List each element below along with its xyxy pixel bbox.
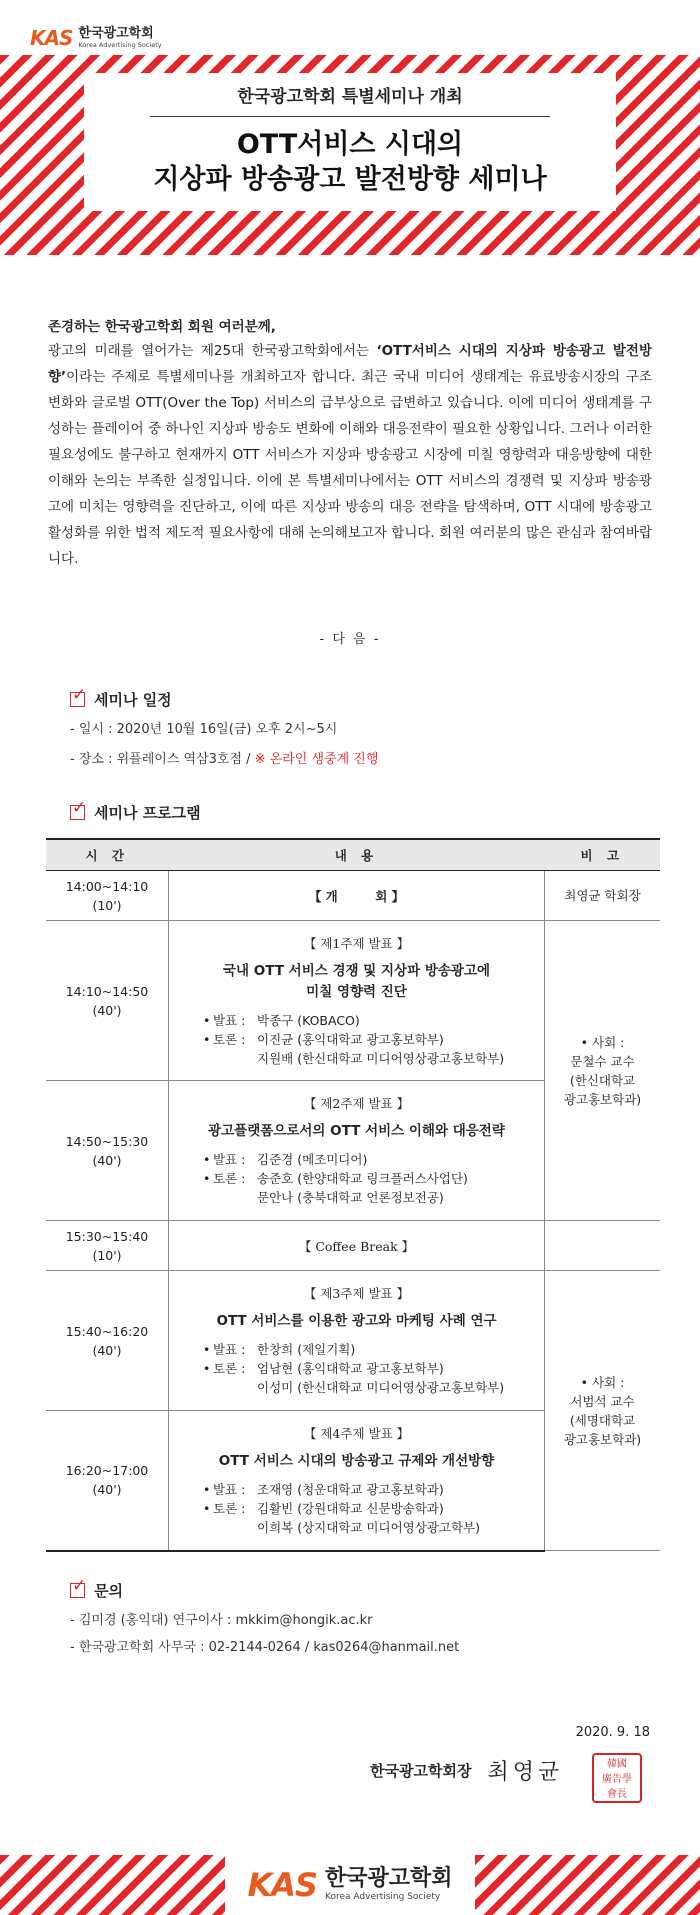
- footer-logo: [225, 1855, 475, 1915]
- moderator-name: 문철수 교수: [570, 1053, 635, 1069]
- time-cell: [46, 1411, 169, 1551]
- note-cell: 최영균 학회장: [545, 871, 661, 921]
- intro-paragraph: [48, 338, 652, 572]
- signer-title: 한국광고학회장: [370, 1762, 472, 1780]
- content-cell: [169, 921, 545, 1081]
- content-cell: [169, 1411, 545, 1551]
- header-title-box: [84, 73, 616, 211]
- duration: (40'): [92, 1002, 122, 1018]
- table-header-row: [46, 839, 660, 871]
- notice-date: 2020. 9. 18: [575, 1725, 650, 1740]
- note-cell: [545, 1221, 661, 1271]
- event-title-line1: OTT서비스 시대의: [236, 129, 464, 160]
- footer-logo-english: Korea Advertising Society: [325, 1892, 441, 1902]
- header-note: 비 고: [545, 839, 661, 871]
- discussant: 문안나 (충북대학교 언론정보전공): [257, 1190, 444, 1205]
- discussant: 엄남현 (홍익대학교 광고홍보학부): [257, 1361, 444, 1376]
- event-title-line2: 지상파 방송광고 발전방향 세미나: [153, 164, 547, 196]
- program-heading: [70, 798, 201, 823]
- moderator-affiliation: 광고홍보학과): [563, 1431, 642, 1447]
- intro-text-rest: 이라는 주제로 특별세미나를 개최하고자 합니다. 최근 국내 미디어 생태계는 유료방송시장의 구조 변화와 글로벌 OTT(Over the Top) 서비스의 급부상으로 급변하고 있습니다. 이에 미디어 생태계를 구성하는 플레이어 중 하나인 지상파 방송도 변화에 이해와 대응전략이 필요한 상황입니다. 그러나 이러한 필요성에도 불구하고 현재까지 OTT 서비스가 지상파 방송광고 시장에 미칠 영향력과 대응방향에 대한 이해와 논의는 부족한 실정입니다. 이에 본 특별세미나에서는 OTT 서비스의 경쟁력 및 지상파 방송광고에 미치는 영향력을 진단하고, 이에 따른 지상파 방송의 대응 전략을 탐색하며, OTT 시대에 방송광고 활성화를 위한 법적 제도적 필요사항에 대해 논의해보고자 합니다. 회원 여러분의 많은 관심과 참여바랍니다.: [48, 369, 652, 567]
- contact-title: 문의: [94, 1582, 123, 1600]
- checkbox-icon: ✓: [72, 1576, 87, 1596]
- presenter: 조재영 (청운대학교 광고홍보학과): [257, 1481, 444, 1497]
- discussant-label: 토론 :: [213, 1171, 246, 1186]
- intro-text-start: 광고의 미래를 열어가는 제25대 한국광고학회에서는: [48, 343, 377, 359]
- speakers: • 발표 : 한창희 (제일기획) • 토론 : 엄남현 (홍익대학교 광고홍보학부) 이성미 (한신대학교 미디어영상광고홍보학부): [203, 1340, 544, 1397]
- session-tag: 【 제1주제 발표 】: [303, 935, 410, 951]
- signature-block: [370, 1755, 563, 1786]
- moderator-affiliation: (세명대학교: [569, 1412, 636, 1428]
- coffee-break-label: 【 Coffee Break 】: [298, 1238, 415, 1254]
- session-topic: OTT 서비스를 이용한 광고와 마케팅 사례 연구: [216, 1313, 497, 1329]
- time-cell: [46, 1271, 169, 1411]
- time-range: 14:10~14:50: [65, 983, 149, 999]
- header-time: 시 간: [46, 839, 169, 871]
- time-range: 15:40~16:20: [65, 1323, 149, 1339]
- footer-logo-mark: KAS: [247, 1866, 318, 1904]
- opening-label: 【 개 회 】: [308, 888, 405, 904]
- discussant: 이희복 (상지대학교 미디어영상광고학부): [257, 1519, 480, 1535]
- content-cell: [169, 1081, 545, 1221]
- duration: (40'): [92, 1482, 122, 1498]
- session-topic: [169, 961, 544, 1003]
- time-range: 14:00~14:10: [65, 878, 149, 894]
- presenter-label: 발표 :: [213, 1342, 246, 1357]
- discussant: 송준호 (한양대학교 링크플러스사업단): [257, 1171, 468, 1186]
- time-cell: [46, 871, 169, 921]
- schedule-title: 세미나 일정: [94, 691, 172, 709]
- time-range: 16:20~17:00: [65, 1463, 149, 1479]
- moderator-name: 서범석 교수: [570, 1393, 635, 1409]
- discussant-label: 토론 :: [213, 1031, 246, 1047]
- moderator-cell: [545, 1271, 661, 1551]
- content-cell: [169, 1271, 545, 1411]
- official-seal-icon: 韓國 廣告學 會長: [592, 1753, 642, 1803]
- title-divider: [150, 116, 550, 117]
- duration: (40'): [92, 1342, 122, 1358]
- session-topic: OTT 서비스 시대의 방송광고 규제와 개선방향: [218, 1452, 495, 1469]
- table-row: [46, 1221, 660, 1271]
- checkbox-icon: ✓: [72, 685, 87, 705]
- moderator-label: • 사회 :: [580, 1374, 625, 1390]
- session-tag: 【 제2주제 발표 】: [303, 1096, 410, 1111]
- session-tag: 【 제3주제 발표 】: [303, 1286, 410, 1301]
- intro-topic-bold: ‘OTT서비스 시대의 지상파 방송광고 발전방향’: [48, 343, 652, 385]
- kas-logo-mark: KAS: [30, 26, 73, 50]
- presenter-label: 발표 :: [213, 1481, 246, 1497]
- schedule-date: - 일시 : 2020년 10월 16일(금) 오후 2시~5시: [70, 722, 338, 737]
- time-cell: [46, 921, 169, 1081]
- moderator-label: • 사회 :: [580, 1034, 625, 1050]
- kas-logo: [30, 26, 162, 50]
- duration: (10'): [92, 1247, 122, 1263]
- discussant: 이성미 (한신대학교 미디어영상광고홍보학부): [257, 1380, 505, 1395]
- checkbox-icon: ✓: [72, 798, 87, 818]
- presenter-label: 발표 :: [213, 1012, 246, 1028]
- footer-logo-korean: 한국광고학회: [325, 1866, 453, 1891]
- schedule-place-text: - 장소 : 위플레이스 역삼3호점 /: [70, 752, 255, 767]
- event-title: [84, 127, 616, 197]
- logo-korean-name: 한국광고학회: [78, 26, 154, 42]
- discussant-label: 토론 :: [213, 1500, 246, 1516]
- duration: (10'): [92, 897, 122, 913]
- header-content: 내 용: [169, 839, 545, 871]
- program-title: 세미나 프로그램: [94, 804, 201, 822]
- session-topic: 광고플랫폼으로서의 OTT 서비스 이해와 대응전략: [208, 1123, 505, 1139]
- time-range: 14:50~15:30: [65, 1133, 149, 1149]
- signer-name: 최영균: [487, 1760, 564, 1785]
- program-table: [46, 838, 660, 1552]
- moderator-affiliation: 광고홍보학과): [563, 1091, 642, 1107]
- discussant: 지원배 (한신대학교 미디어영상광고홍보학부): [257, 1050, 505, 1066]
- time-cell: [46, 1081, 169, 1221]
- contact-heading: [70, 1576, 123, 1601]
- logo-english-name: Korea Advertising Society: [78, 41, 162, 50]
- discussant: 이진균 (홍익대학교 광고홍보학부): [257, 1031, 444, 1047]
- presenter: 박종구 (KOBACO): [257, 1012, 360, 1028]
- schedule-place: [70, 748, 378, 767]
- online-stream-note: ※ 온라인 생중계 진행: [254, 752, 379, 767]
- speakers: • 발표 : 김준경 (메조미디어) • 토론 : 송준호 (한양대학교 링크플러스사업단) 문안나 (충북대학교 언론정보전공): [203, 1150, 544, 1207]
- following-divider: - 다 음 -: [319, 632, 381, 647]
- presenter: 김준경 (메조미디어): [257, 1152, 368, 1167]
- content-cell: [169, 1221, 545, 1271]
- presenter-label: 발표 :: [213, 1152, 246, 1167]
- presenter: 한창희 (제일기획): [257, 1342, 356, 1357]
- topic-line: 미칠 영향력 진단: [306, 983, 407, 1000]
- topic-line: 국내 OTT 서비스 경쟁 및 지상파 방송광고에: [222, 962, 491, 979]
- contact-line: - 한국광고학회 사무국 : 02-2144-0264 / kas0264@hanmail.net: [70, 1640, 460, 1655]
- event-subtitle: 한국광고학회 특별세미나 개최: [237, 87, 463, 107]
- speakers: • 발표 : 박종구 (KOBACO) • 토론 : 이진균 (홍익대학교 광고홍보학부) 지원배 (한신대학교 미디어영상광고홍보학부): [203, 1011, 544, 1068]
- time-cell: [46, 1221, 169, 1271]
- content-cell: [169, 871, 545, 921]
- discussant: 김활빈 (강원대학교 신문방송학과): [257, 1500, 444, 1516]
- duration: (40'): [92, 1152, 122, 1168]
- session-tag: 【 제4주제 발표 】: [303, 1425, 410, 1441]
- table-row: [46, 871, 660, 921]
- table-row: [46, 921, 660, 1081]
- contact-line: - 김미경 (홍익대) 연구이사 : mkkim@hongik.ac.kr: [70, 1613, 373, 1628]
- moderator-cell: [545, 921, 661, 1221]
- table-row: [46, 1271, 660, 1411]
- time-range: 15:30~15:40: [65, 1228, 149, 1244]
- schedule-heading: [70, 685, 172, 710]
- speakers: • 발표 : 조재영 (청운대학교 광고홍보학과) • 토론 : 김활빈 (강원대학교 신문방송학과) 이희복 (상지대학교 미디어영상광고학부): [203, 1480, 544, 1537]
- greeting: 존경하는 한국광고학회 회원 여러분께,: [48, 319, 276, 335]
- moderator-affiliation: (한신대학교: [569, 1072, 636, 1088]
- discussant-label: 토론 :: [213, 1361, 246, 1376]
